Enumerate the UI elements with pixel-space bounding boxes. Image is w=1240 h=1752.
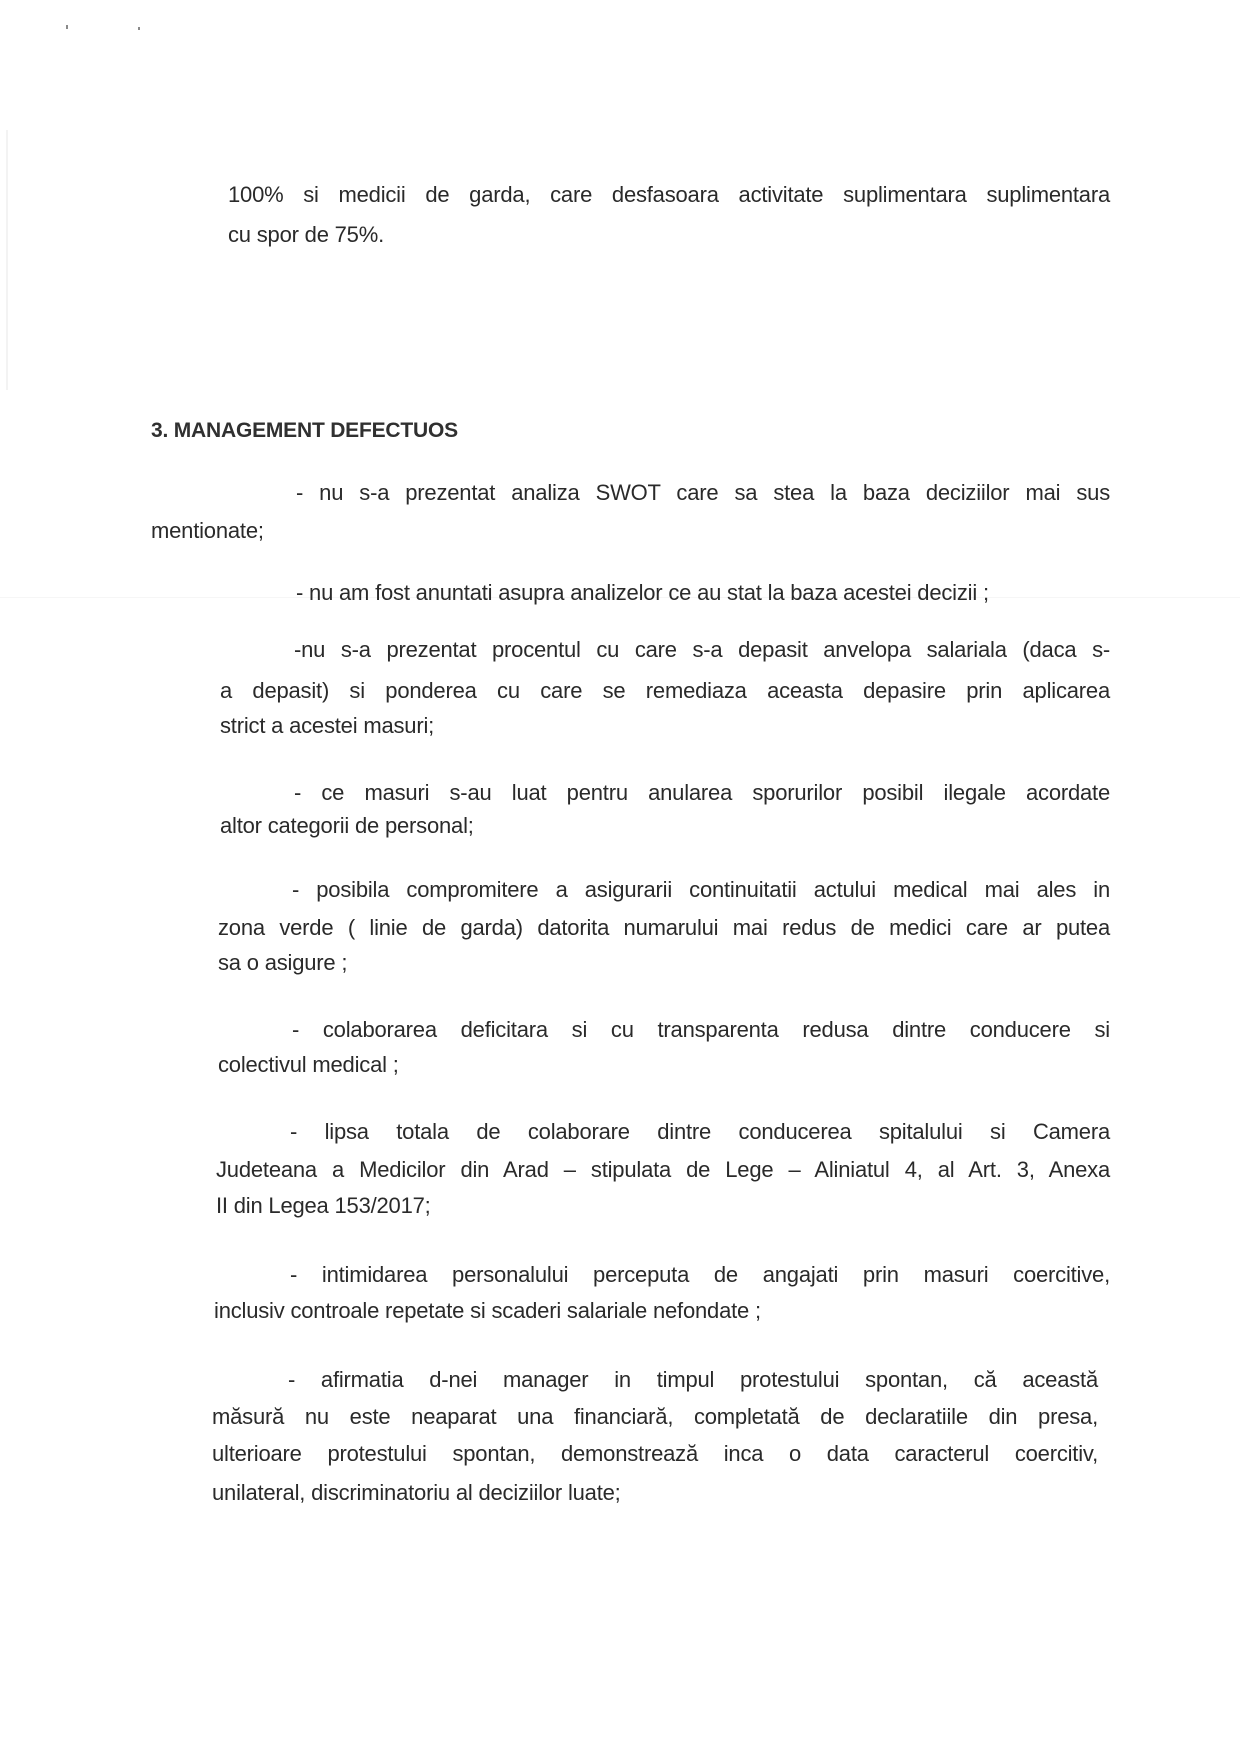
list-item-line: sa o asigure ;: [218, 950, 348, 975]
list-item-line: - lipsa totala de colaborare dintre conducerea spitalului si Camera: [290, 1119, 1110, 1144]
list-item-line: -nu s-a prezentat procentul cu care s-a depasit anvelopa salariala (daca s-: [294, 637, 1110, 662]
list-item-line: - ce masuri s-au luat pentru anularea sporurilor posibil ilegale acordate: [294, 780, 1110, 805]
list-item-line: ulterioare protestului spontan, demonstrează inca o data caracterul coercitiv,: [212, 1441, 1098, 1466]
list-item-line: II din Legea 153/2017;: [216, 1193, 431, 1218]
list-item-line: mentionate;: [151, 518, 264, 543]
list-item-line: Judeteana a Medicilor din Arad – stipulata de Lege – Aliniatul 4, al Art. 3, Anexa: [216, 1157, 1110, 1182]
list-item-line: măsură nu este neaparat una financiară, completată de declaratiile din presa,: [212, 1404, 1098, 1429]
list-item-line: strict a acestei masuri;: [220, 713, 435, 738]
list-item-line: zona verde ( linie de garda) datorita numarului mai redus de medici care ar putea: [218, 915, 1110, 940]
list-item-line: colectivul medical ;: [218, 1052, 399, 1077]
list-item-line: unilateral, discriminatoriu al deciziilor luate;: [212, 1480, 621, 1505]
intro-line: cu spor de 75%.: [228, 222, 384, 247]
intro-line: 100% si medicii de garda, care desfasoara activitate suplimentara suplimentara: [228, 182, 1110, 207]
list-item-line: - afirmatia d-nei manager in timpul protestului spontan, că această: [288, 1367, 1098, 1392]
list-item-line: - nu am fost anuntati asupra analizelor ce au stat la baza acestei decizii ;: [296, 580, 989, 605]
list-item-line: inclusiv controale repetate si scaderi salariale nefondate ;: [214, 1298, 761, 1323]
list-item-line: altor categorii de personal;: [220, 813, 474, 838]
list-item-line: a depasit) si ponderea cu care se remediaza aceasta depasire prin aplicarea: [220, 678, 1110, 703]
scan-edge-shadow: [6, 130, 8, 390]
list-item-line: - intimidarea personalului perceputa de angajati prin masuri coercitive,: [290, 1262, 1110, 1287]
list-item-line: - posibila compromitere a asigurarii continuitatii actului medical mai ales in: [292, 877, 1110, 902]
section-heading: 3. MANAGEMENT DEFECTUOS: [151, 419, 458, 442]
list-item-line: - colaborarea deficitara si cu transparenta redusa dintre conducere si: [292, 1017, 1110, 1042]
scan-speck: [138, 27, 140, 30]
list-item-line: - nu s-a prezentat analiza SWOT care sa stea la baza deciziilor mai sus: [296, 480, 1110, 505]
scan-speck: [66, 25, 68, 29]
